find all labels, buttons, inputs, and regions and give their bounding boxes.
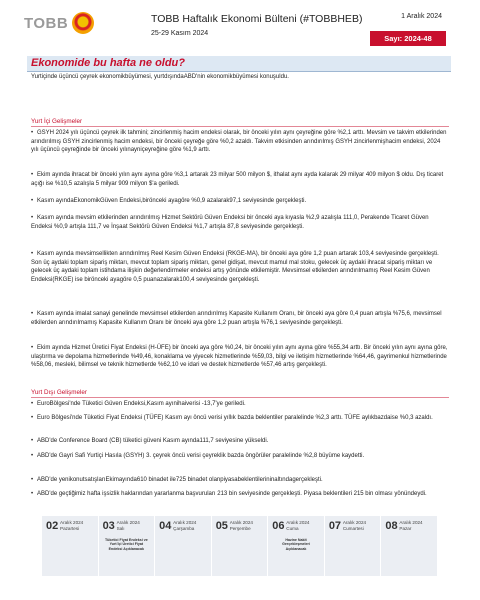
day-number: 08 [385,520,398,532]
foreign-divider [31,397,449,398]
calendar-day [325,516,382,576]
foreign-item: • Euro Bölgesi'nde Tüketici Fiyat Endeksi (TÜFE) Kasım ayı öncü verisi yıllık bazda beklentiler paralelinde %2,3 arttı. TÜFE aylıkbazdaise %0,3 azaldı. [31,415,433,421]
day-weekday: Cuma [286,525,299,531]
day-number: 05 [215,520,228,532]
domestic-section-title: Yurt İçi Gelişmeler [31,118,83,125]
day-month: Aralık 2024 [60,520,84,525]
day-weekday: Salı [116,525,125,531]
day-weekday: Çarşamba [173,525,195,531]
section-banner [27,56,451,72]
emblem-icon [72,12,94,34]
tobb-logo [24,12,94,34]
day-month: Aralık 2024 [116,520,140,525]
day-weekday: Perşembe [229,525,251,531]
day-month: Aralık 2024 [229,520,253,525]
day-month: Aralık 2024 [399,520,423,525]
day-event: Hazine Nakit Gerçekleşmeleri Açıklanacak [282,538,310,551]
calendar-day [212,516,269,576]
foreign-section-title: Yurt Dışı Gelişmeler [31,389,87,396]
day-month: Aralık 2024 [173,520,197,525]
calendar-day [381,516,438,576]
calendar-day [42,516,99,576]
domestic-item: • Kasım ayında imalat sanayi genelinde mevsimsel etkilerden arındırılmış Kapasite Kullanım Oranı, bir önceki aya göre 0,4 puan artışla %75,6, mevsimsel etkilerden arındırılmamış Kapasite Kullanım Oranı bir önceki aya göre 1,2 puan artışla %76,1 seviyesinde gerçekleşti. [31,311,442,326]
foreign-item: • ABD'de Conference Board (CB) tüketici güveni Kasım ayında111,7 seviyesine yükseldi. [31,438,269,444]
calendar-day [268,516,325,576]
domestic-divider [31,126,449,127]
day-number: 04 [159,520,172,532]
foreign-item: • ABD'de geçtiğimiz hafta işsizlik haklarından yararlanma başvuruları 213 bin seviyesinde gerçekleşti. Piyasa beklentileri 215 bin olması yönündeydi. [31,491,427,497]
day-number: 03 [102,520,115,532]
calendar-day [99,516,156,576]
day-number: 07 [328,520,342,532]
foreign-item: • EuroBölgesi'nde Tüketici Güven Endeksi,Kasım ayınihaiverisi -13,7'ye geriledi. [31,401,246,407]
domestic-item: • Ekim ayında Hizmet Üretici Fiyat Endeksi (H-ÜFE) bir önceki aya göre %0,24, bir önceki yılın aynı ayına göre %55,34 arttı. Bir önceki yılın aynı ayına göre, ulaştırma ve depolama hizmetlerinde %49,46, konaklama ve yiyecek hizmetlerinde %59,03, bilgi ve iletişim hizmetlerinde %64,46, gayrimenkul hizmetlerinde %58,06, mesleki, bilimsel ve teknik hizmetlerde %62,10 ve idari ve destek hizmetlerde %57,46 artış gerçekleşti. [31,345,448,368]
foreign-item: • ABD'de Gayri Safi Yurtiçi Hasıla (GSYH) 3. çeyrek öncü verisi çeyreklik bazda öngörüler paralelinde %2,8 büyüme kaydetti. [31,453,365,459]
foreign-item: • ABD'de yenikonutsatışlarıEkimayında610 binadet ile725 binadet olanpiyasabeklentilerininaltındagerçekleşti. [31,477,323,483]
banner-title: Ekonomide bu hafta ne oldu? [31,57,185,69]
domestic-item: • Ekim ayında ihracat bir önceki yılın aynı ayına göre %3,1 artarak 23 milyar 500 milyon $, ithalat aynı ayda kalarak 29 milyar 409 milyon $ oldu. Dış ticaret açığı ise %10,5 azalışla 5 milyar 909 milyon $'a geriledi. [31,172,444,187]
intro-text: Yurtiçinde üçüncü çeyrek ekonomikbüyümesi, yurtdışındaABD'nin ekonomikbüyümesi konuşuldu. [31,74,289,80]
domestic-item: • Kasım ayında mevsimsellikten arındırılmış Reel Kesim Güven Endeksi (RKGE-MA), bir önceki aya göre 1,2 puan artarak 103,4 seviyesinde gerçekleşti. Son üç aydaki toplam sipariş miktarı, mevcut toplam sipariş miktarı, genel gidişat, mevcut mamul mal stoku, gelecek üç aydaki ihracat sipariş miktarı ve gelecek üç aydaki toplam istihdama ilişkin değerlendirmeler endeksi artış yönünde etkilemiştir. Mevsimsel etkilerden arındırılmamış Reel Kesim Güven Endeksi(RKGE) ise birönceki ayagöre 0,5 puanazalarak100,4 seviyesinde gerçekleşti. [31,251,439,283]
bulletin-header [0,0,480,52]
bulletin-title: TOBB Haftalık Ekonomi Bülteni (#TOBBHEB) [151,13,363,25]
publish-date: 1 Aralık 2024 [401,13,442,20]
day-number: 06 [272,520,285,532]
issue-badge: Sayı: 2024-48 [370,31,446,46]
weekly-calendar [42,516,438,576]
day-event: Tüketici Fiyat Endeksi ve Yurt İçi Üretici Fiyat Endeksi Açıklanacak [104,538,148,551]
domestic-item: • Kasım ayında mevsim etkilerinden arındırılmış Hizmet Sektörü Güven Endeksi bir önceki aya kıyasla %2,9 azalışla 111,0, Perakende Ticaret Güven Endeksi %0,9 artışla 111,7 ve İnşaat Sektörü Güven Endeksi %1,7 artışla 87,8 seviyesinde gerçekleşti. [31,215,429,230]
day-weekday: Pazartesi [60,525,80,531]
domestic-item: • GSYH 2024 yılı üçüncü çeyrek ilk tahmini; zincirlenmiş hacim endeksi olarak, bir önceki yılın aynı çeyreğine göre %2,1 arttı. Mevsim ve takvim etkilerinden arındırılmış GSYH zincirlenmiş hacim endeksi, bir önceki çeyreğe göre %0,2 azaldı. Takvim etkisinden arındırılmış GSYH zincirlenmişhacim endeksi, 2024 yılı üçüncü çeyreğinde bir önceki yılınayniçeyreğine göre %1,9 arttı. [31,130,447,153]
calendar-day [155,516,212,576]
day-month: Aralık 2024 [342,520,367,525]
day-weekday: Cumartesi [342,525,364,531]
logo-text: TOBB [24,14,69,32]
day-weekday: Pazar [399,525,412,531]
day-number: 02 [46,520,59,532]
bulletin-week: 25-29 Kasım 2024 [151,30,209,37]
domestic-item: • Kasım ayındaEkonomikGüven Endeksi,birönceki ayagöre %0,9 azalarak97,1 seviyesinde gerçekleşti. [31,198,307,204]
day-month: Aralık 2024 [286,520,310,525]
